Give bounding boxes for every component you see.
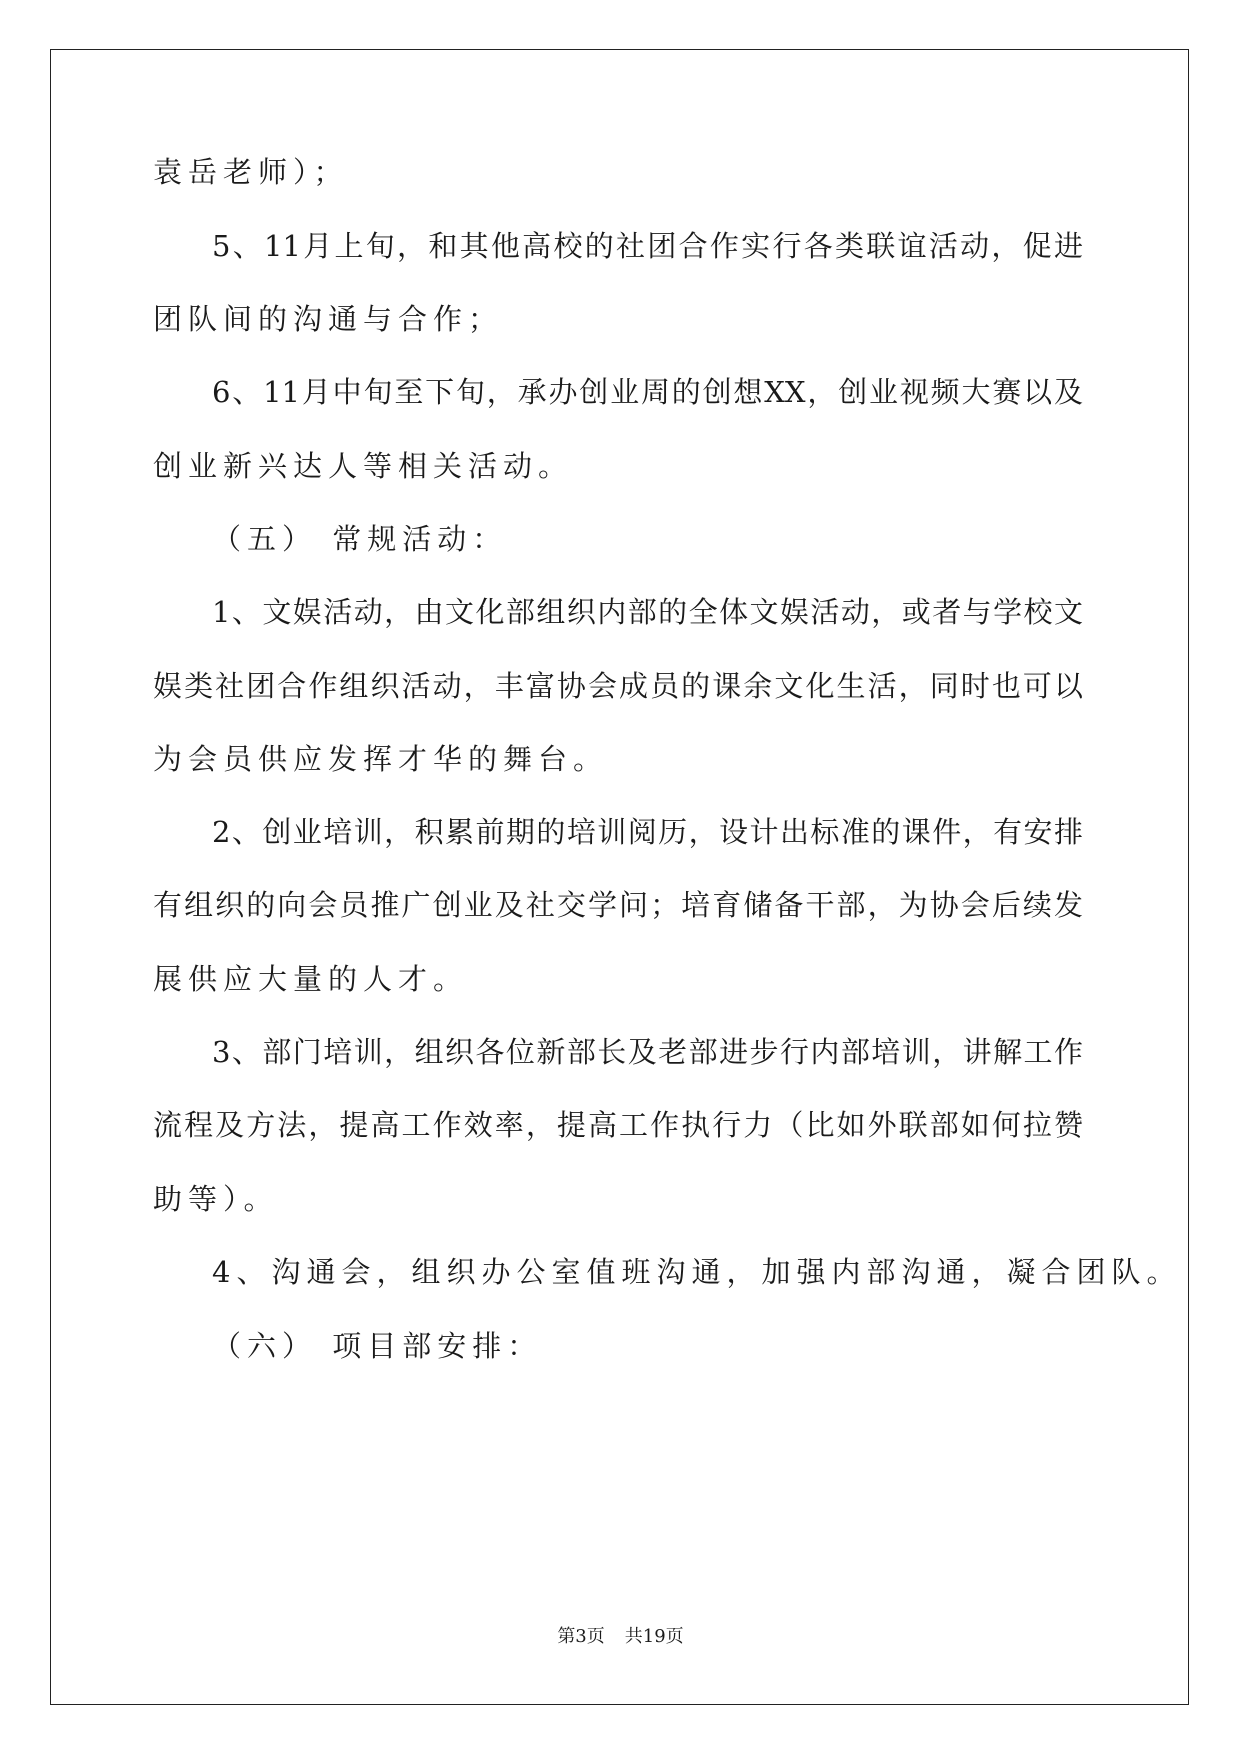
- text-line: 5、11月上旬，和其他高校的社团合作实行各类联谊活动，促进: [212, 229, 1083, 263]
- text-line: 1、文娱活动，由文化部组织内部的全体文娱活动，或者与学校文: [212, 595, 1083, 629]
- text-line: 创业新兴达人等相关活动。: [153, 449, 574, 483]
- page-border: [50, 49, 1189, 1705]
- page-total: 共19页: [624, 1626, 684, 1647]
- text-line: 娱类社团合作组织活动，丰富协会成员的课余文化生活，同时也可以: [153, 669, 1083, 703]
- text-line: 有组织的向会员推广创业及社交学问；培育储备干部，为协会后续发: [153, 888, 1083, 922]
- text-line: 为会员供应发挥才华的舞台。: [153, 742, 609, 776]
- text-line: 团队间的沟通与合作；: [153, 302, 504, 336]
- text-line: 2、创业培训，积累前期的培训阅历，设计出标准的课件，有安排: [212, 815, 1083, 849]
- text-line: 展供应大量的人才。: [153, 962, 469, 996]
- page-footer: [0, 1622, 1241, 1648]
- text-line: 4、沟通会，组织办公室值班沟通，加强内部沟通，凝合团队。: [212, 1255, 1182, 1289]
- text-line: 助等）。: [153, 1182, 279, 1216]
- text-line: 3、部门培训，组织各位新部长及老部进步行内部培训，讲解工作: [212, 1035, 1083, 1069]
- text-line: 6、11月中旬至下旬，承办创业周的创想XX，创业视频大赛以及: [212, 375, 1083, 409]
- section-heading: （六） 项目部安排：: [212, 1329, 543, 1363]
- page-number: 第3页: [557, 1626, 605, 1647]
- section-heading: （五） 常规活动：: [212, 522, 508, 556]
- text-line: 袁岳老师）；: [153, 155, 349, 189]
- text-line: 流程及方法，提高工作效率，提高工作执行力（比如外联部如何拉赞: [153, 1108, 1083, 1142]
